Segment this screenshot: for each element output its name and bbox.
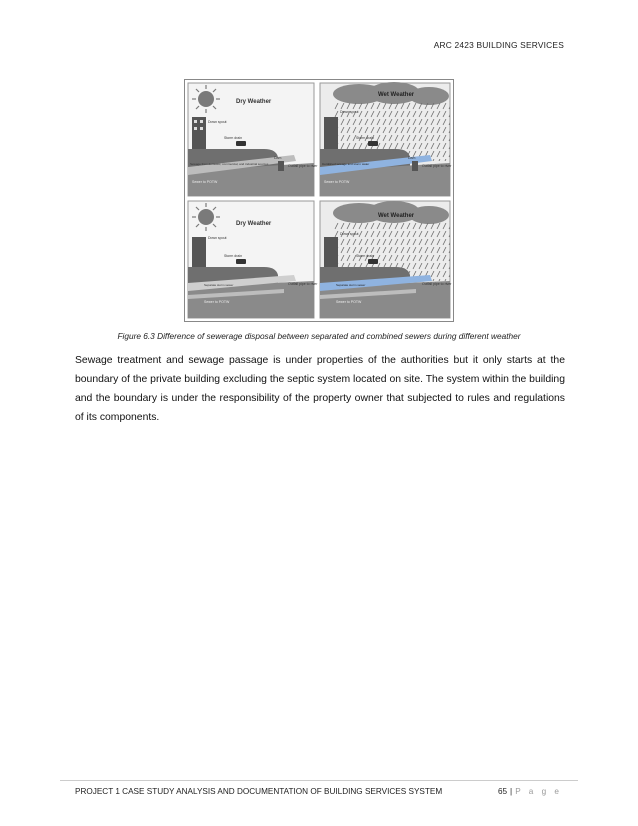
page-word: P a g e — [515, 787, 562, 796]
dam-label: Dam — [274, 156, 282, 160]
downspout-label: Down spout — [340, 110, 359, 114]
storm-sewer-label: Separate storm sewer — [204, 283, 234, 287]
page-number: 65 — [497, 787, 508, 796]
car-icon — [368, 259, 378, 264]
dam-label: Dam — [408, 156, 416, 160]
storm-drain-label: Storm drain — [224, 136, 243, 140]
panel-weather-label: Dry Weather — [236, 221, 272, 227]
panel-separated-wet — [320, 201, 452, 318]
potw-label: Sewer to POTW — [336, 300, 362, 304]
storm-sewer-label: Separate storm sewer — [336, 283, 366, 287]
car-icon — [236, 141, 246, 146]
dam-icon — [412, 161, 418, 171]
combined-flow-label: Combined sewage and storm water — [322, 162, 370, 166]
car-icon — [236, 259, 246, 264]
footer-divider — [60, 780, 578, 781]
sewage-source-label: Sewage from domestic, commercial, and industrial sources — [190, 162, 269, 166]
page-separator: | — [510, 787, 513, 796]
storm-drain-label: Storm drain — [356, 254, 375, 258]
car-icon — [368, 141, 378, 146]
building-icon — [324, 117, 338, 153]
panel-weather-label: Wet Weather — [378, 92, 415, 98]
downspout-label: Down spout — [208, 120, 227, 124]
footer-project-title: PROJECT 1 CASE STUDY ANALYSIS AND DOCUMENTATION OF BUILDING SERVICES SYSTEM — [75, 787, 443, 796]
footer-page-number — [498, 787, 562, 796]
panel-weather-label: Dry Weather — [236, 99, 272, 105]
panel-combined-dry — [188, 83, 318, 196]
figure-caption: Figure 6.3 Difference of sewerage disposal between separated and combined sewers during different weather — [117, 331, 521, 341]
potw-label: Sewer to POTW — [204, 300, 230, 304]
downspout-label: Down spout — [208, 236, 227, 240]
body-paragraph: Sewage treatment and sewage passage is under properties of the authorities but it only starts at the boundary of the private building excluding the septic system located on site. The system within the building and the boundary is under the responsibility of the property owner that subjected to rules and regulations of its components. — [75, 355, 565, 423]
storm-drain-label: Storm drain — [224, 254, 243, 258]
downspout-label: Down spout — [340, 232, 359, 236]
potw-label: Sewer to POTW — [324, 180, 350, 184]
outfall-label: Outfall pipe to river — [422, 282, 452, 286]
outfall-label: Outfall pipe to river — [288, 282, 318, 286]
storm-drain-label: Storm drain — [356, 136, 375, 140]
sewer-diagram-svg — [184, 79, 454, 322]
running-header: ARC 2423 BUILDING SERVICES — [433, 40, 564, 50]
potw-label: Sewer to POTW — [192, 180, 218, 184]
panel-separated-dry — [188, 201, 318, 318]
dam-icon — [278, 161, 284, 171]
panel-weather-label: Wet Weather — [378, 213, 415, 219]
sewer-diagram-figure — [184, 79, 454, 322]
outfall-label: Outfall pipe to river — [288, 164, 318, 168]
panel-combined-wet — [320, 82, 452, 196]
outfall-label: Outfall pipe to river — [422, 164, 452, 168]
